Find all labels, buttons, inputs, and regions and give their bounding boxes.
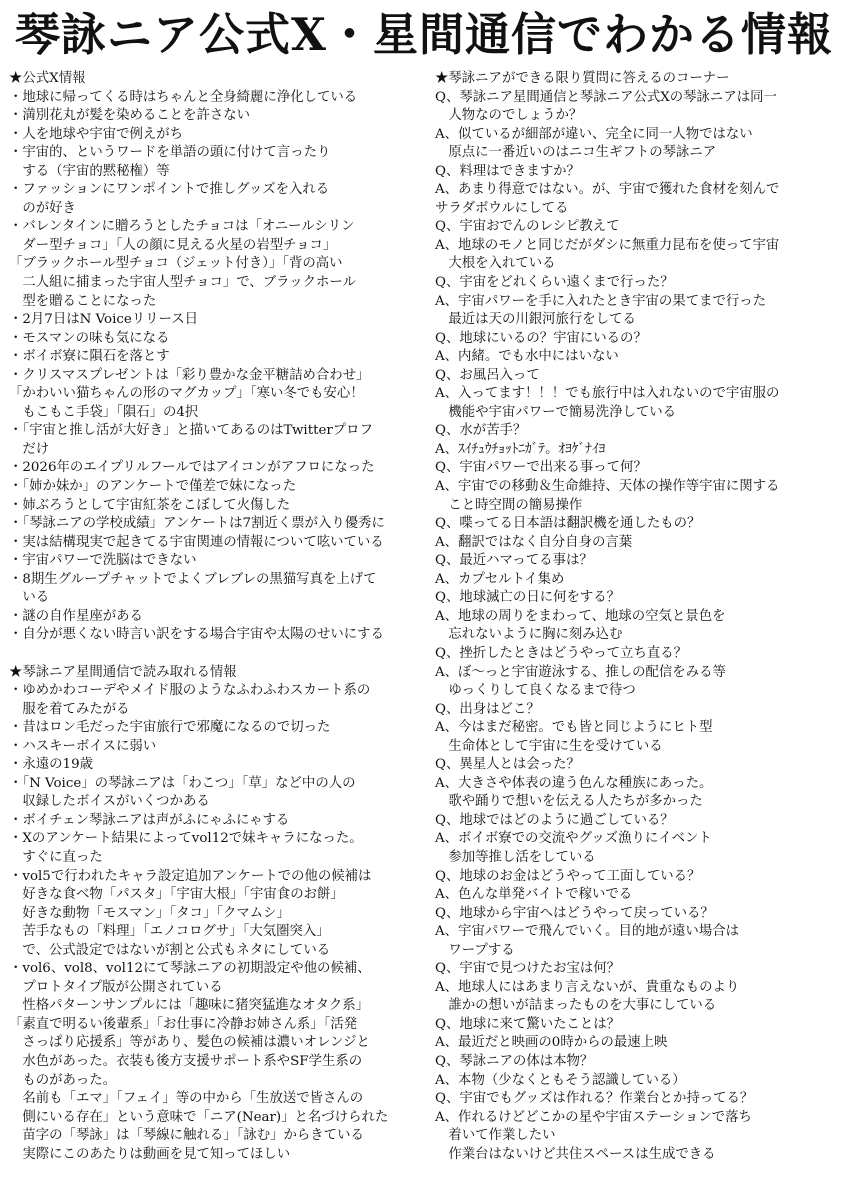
info-line: ・8期生グループチャットでよくブレブレの黒猫写真を上げて (9, 571, 377, 587)
info-line: ・ファッションにワンポイントで推しグッズを入れる (9, 182, 330, 198)
info-line: ・「琴詠ニアの学校成績」アンケートは7割近く票が入り優秀に (9, 516, 385, 532)
qa-line: こと時空間の簡易操作 (435, 497, 583, 513)
qa-line: Q、宇宙おでんのレシピ教えて (435, 219, 620, 235)
info-line: すぐに直った (9, 849, 103, 865)
info-line: 二人組に捕まった宇宙人型チョコ」で、ブラックホール (9, 275, 356, 291)
info-line: ・実は結構現実で起きてる宇宙関連の情報について呟いている (9, 534, 384, 550)
qa-line: Q、出身はどこ？ (435, 701, 540, 717)
info-line: 収録したボイスがいくつかある (9, 794, 210, 810)
info-line: ・宇宙的、というワードを単語の頭に付けて言ったり (9, 145, 331, 161)
qa-line: Q、地球に来て驚いたことは？ (435, 1016, 621, 1032)
info-line: 水色があった。衣装も後方支援サポート系やSF学生系の (9, 1053, 363, 1069)
qa-line: A、地球の周りをまわって、地球の空気と景色を (435, 608, 726, 624)
spacer (9, 645, 425, 664)
info-line: 好きな食べ物「パスタ」「宇宙大根」「宇宙食のお餅」 (9, 887, 344, 903)
page-title: 琴詠ニア公式X・星間通信でわかる情報 (15, 8, 833, 61)
info-line: ・「姉か妹か」のアンケートで僅差で妹になった (9, 479, 297, 495)
info-line: する（宇宙的黙秘権）等 (9, 163, 170, 179)
info-line: ★公式X情報 (9, 71, 86, 86)
info-line: ダー型チョコ」「人の顔に見える火星の岩型チョコ」 (9, 237, 337, 253)
right-column-qa-corner (435, 70, 843, 1164)
info-line: ・昔はロン毛だった宇宙旅行で邪魔になるので切った (9, 720, 331, 736)
qa-line: 参加等推し活をしている (435, 849, 596, 865)
qa-line: A、本物（少なくともそう認識している） (435, 1072, 686, 1088)
qa-line: 人物なのでしょうか？ (435, 108, 583, 124)
info-line: ・Xのアンケート結果によってvol12で妹キャラになった。 (9, 831, 363, 847)
info-line: 「素直で明るい後輩系」「お仕事に冷静お姉さん系」「活発 (9, 1016, 358, 1032)
info-line: ・姉ぶろうとして宇宙紅茶をこぼして火傷した (9, 497, 291, 513)
info-line: プロトタイプ版が公開されている (9, 979, 223, 995)
info-line: もこもこ手袋」「隕石」の4択 (9, 404, 199, 420)
qa-line: A、ｽｲﾁｭｳﾁｮｯﾄﾆｶﾞﾃ。ｵﾖｹﾞﾅｲﾖ (435, 441, 606, 457)
info-line: 苦手なもの「料理」「エノコログサ」「大気圏突入」 (9, 924, 330, 940)
info-line: ・vol6、vol8、vol12にて琴詠ニアの初期設定や他の候補、 (9, 961, 371, 977)
qa-line: ★琴詠ニアができる限り質問に答えるのコーナー (435, 71, 730, 86)
qa-line: 大根を入れている (435, 256, 556, 272)
qa-line: A、似ているが細部が違い、完全に同一人物ではない (435, 126, 753, 142)
qa-line: 誰かの想いが詰まったものを大事にしている (435, 998, 717, 1014)
info-line: ・自分が悪くない時言い訳をする場合宇宙や太陽のせいにする (9, 627, 384, 643)
qa-line: 歌や踊りで想いを伝える人たちが多かった (435, 794, 703, 810)
qa-line: Q、地球滅亡の日に何をする？ (435, 590, 621, 606)
info-line: ・謎の自作星座がある (9, 608, 143, 624)
qa-line: A、翻訳ではなく自分自身の言葉 (435, 534, 633, 550)
qa-line: Q、最近ハマってる事は？ (435, 553, 593, 569)
qa-line: 生命体として宇宙に生を受けている (435, 738, 663, 754)
info-line: 側にいる存在」という意味で「ニア(Near)」と名づけられた (9, 1109, 389, 1125)
qa-line: Q、宇宙をどれくらい遠くまで行った？ (435, 275, 674, 291)
info-line: だけ (9, 441, 50, 457)
qa-line: A、最近だと映画の0時からの最速上映 (435, 1035, 668, 1051)
qa-line: Q、喋ってる日本語は翻訳機を通したもの？ (435, 516, 701, 532)
qa-line: Q、宇宙で見つけたお宝は何？ (435, 961, 621, 977)
info-line: 苗字の「琴詠」は「琴線に触れる」「詠む」からきている (9, 1128, 364, 1144)
qa-line: Q、琴詠ニアの体は本物？ (435, 1053, 594, 1069)
info-line: ・人を地球や宇宙で例えがち (9, 126, 184, 142)
qa-line: Q、異星人とは会った？ (435, 757, 580, 773)
left-column-public-x-and-newsletter (9, 70, 425, 1164)
info-line: ・永遠の19歳 (9, 757, 93, 773)
qa-line: A、作れるけどどこかの星や宇宙ステーションで落ち (435, 1109, 752, 1125)
qa-line: Q、料理はできますか？ (435, 163, 580, 179)
qa-line: A、入ってます！！！でも旅行中は入れないので宇宙服の (435, 386, 780, 402)
qa-line: 作業台はないけど共住スペースは生成できる (435, 1146, 716, 1162)
qa-line: Q、宇宙パワーで出来る事って何？ (435, 460, 647, 476)
qa-line: A、内緒。でも水中にはいない (435, 349, 619, 365)
qa-line: A、宇宙での移動＆生命維持、天体の操作等宇宙に関する (435, 479, 780, 495)
info-line: ・ゆめかわコーデやメイド服のようなふわふわスカート系の (9, 683, 371, 699)
qa-line: 着いて作業したい (435, 1128, 556, 1144)
info-line: ・バレンタインに贈ろうとしたチョコは「オニールシリン (9, 219, 355, 235)
info-line: 性格パターンサンプルには「趣味に猪突猛進なオタク系」 (9, 998, 370, 1014)
info-line: ・「N Voice」の琴詠ニアは「わこつ」「草」など中の人の (9, 775, 356, 791)
info-line: いる (9, 590, 50, 606)
info-line: ★琴詠ニア星間通信で読み取れる情報 (9, 664, 237, 680)
qa-line: A、地球人にはあまり言えないが、貴重なものより (435, 979, 740, 995)
info-line: ・ハスキーボイスに弱い (9, 738, 157, 754)
qa-line: A、地球のモノと同じだがダシに無重力昆布を使って宇宙 (435, 237, 780, 253)
qa-line: 原点に一番近いのはニコ生ギフトの琴詠ニア (435, 145, 717, 161)
qa-line: Q、地球にいるの？宇宙にいるの？ (435, 330, 647, 346)
info-line: ・2026年のエイプリルフールではアイコンがアフロになった (9, 460, 375, 476)
info-line: ・ボイボ寮に隕石を落とす (9, 349, 170, 365)
qa-line: A、あまり得意ではない。が、宇宙で獲れた食材を刻んで (435, 182, 780, 198)
info-line: ものがあった。 (9, 1072, 116, 1088)
info-line: 「ブラックホール型チョコ（ジェット付き）」「背の高い (9, 256, 343, 272)
qa-line: ゆっくりして良くなるまで待つ (435, 683, 636, 699)
qa-line: A、色んな単発バイトで稼いでる (435, 887, 633, 903)
qa-line: A、ボイボ寮での交流やグッズ漁りにイベント (435, 831, 712, 847)
qa-line: Q、地球ではどのように過ごしている？ (435, 812, 674, 828)
info-line: ・クリスマスプレゼントは「彩り豊かな金平糖詰め合わせ」 (9, 367, 370, 383)
qa-line: A、カプセルトイ集め (435, 571, 565, 587)
info-line: ・2月7日はN Voiceリリース日 (9, 312, 199, 328)
info-line: ・「宇宙と推し活が大好き」と描いてあるのはTwitterプロフ (9, 423, 373, 439)
info-line: ・地球に帰ってくる時はちゃんと全身綺麗に浄化している (9, 89, 358, 105)
qa-line: Q、お風呂入って (435, 367, 540, 383)
info-line: のが好き (9, 200, 76, 216)
info-line: 「かわいい猫ちゃんの形のマグカップ」「寒い冬でも安心！ (9, 386, 364, 402)
info-line: さっぱり応援系」等があり、髪色の候補は濃いオレンジと (9, 1035, 370, 1051)
qa-line: A、大きさや体表の違う色んな種族にあった。 (435, 775, 713, 791)
qa-line: Q、水が苦手？ (435, 423, 527, 439)
info-line: ・宇宙パワーで洗脳はできない (9, 553, 197, 569)
info-line: 実際にこのあたりは動画を見て知ってほしい (9, 1146, 291, 1162)
info-line: ・モスマンの味も気になる (9, 330, 170, 346)
info-line: 服を着てみたがる (9, 701, 130, 717)
qa-line: Q、地球から宇宙へはどうやって戻っている？ (435, 905, 714, 921)
info-line: ・ボイチェン琴詠ニアは声がふにゃふにゃする (9, 812, 290, 828)
qa-line: Q、地球のお金はどうやって工面している？ (435, 868, 701, 884)
info-line: 好きな動物「モスマン」「タコ」「クマムシ」 (9, 905, 290, 921)
qa-line: Q、挫折したときはどうやって立ち直る？ (435, 645, 688, 661)
info-line: ・vol5で行われたキャラ設定追加アンケートでの他の候補は (9, 868, 372, 884)
info-line: ・満別花丸が髪を染めることを許さない (9, 108, 251, 124)
qa-line: Q、琴詠ニア星間通信と琴詠ニア公式Xの琴詠ニアは同一 (435, 89, 777, 105)
info-line: 名前も「エマ」「フェイ」等の中から「生放送で皆さんの (9, 1091, 364, 1107)
qa-line: A、宇宙パワーで飛んでいく。目的地が遠い場合は (435, 924, 739, 940)
qa-line: 最近は天の川銀河旅行をしてる (435, 312, 636, 328)
qa-line: 機能や宇宙パワーで簡易洗浄している (435, 404, 677, 420)
qa-line: A、今はまだ秘密。でも皆と同じようにヒト型 (435, 720, 713, 736)
qa-line: Q、宇宙でもグッズは作れる？作業台とか持ってる？ (435, 1091, 754, 1107)
qa-line: A、宇宙パワーを手に入れたとき宇宙の果てまで行った (435, 293, 767, 309)
qa-line: A、ぼ〜っと宇宙遊泳する、推しの配信をみる等 (435, 664, 726, 680)
qa-line: サラダボウルにしてる (435, 200, 569, 216)
info-line: 型を贈ることになった (9, 293, 157, 309)
qa-line: 忘れないように胸に刻み込む (435, 627, 623, 643)
qa-line: ワープする (435, 942, 515, 958)
info-line: で、公式設定ではないが割と公式もネタにしている (9, 942, 331, 958)
